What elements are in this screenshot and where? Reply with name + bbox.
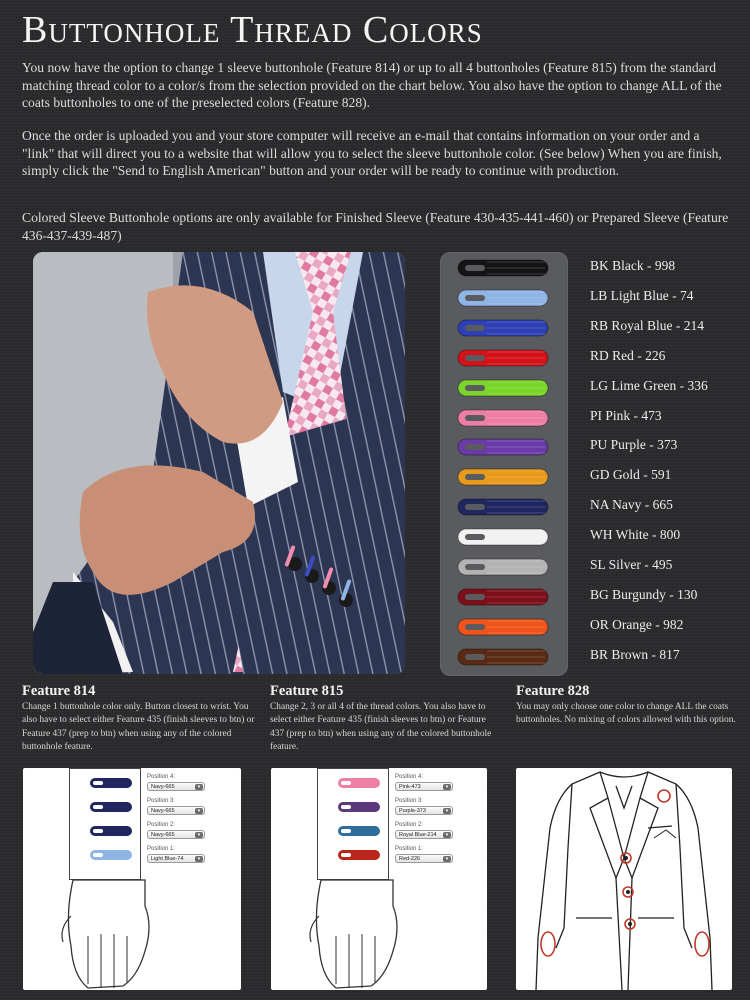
buttonhole-preview (337, 776, 381, 794)
hand-sketch (53, 876, 163, 990)
position-label: Position 4: (147, 774, 176, 780)
buttonhole-preview (337, 800, 381, 818)
thread-swatch (457, 497, 549, 517)
chevron-down-icon: ▾ (195, 832, 203, 838)
color-code-label: PU Purple - 373 (590, 437, 678, 453)
feature-814-description: Change 1 buttonhole color only. Button closest to wrist. You also have to select either Feature 435 (finish sleeves to btn) or Feature 437 (prep to btn) when using any of the colored buttonhole feature. (22, 702, 255, 753)
chevron-down-icon: ▾ (443, 832, 451, 838)
thread-swatch (457, 467, 549, 487)
feature-828-description: You may only choose one color to change ALL the coats buttonholes. No mixing of colors allowed with this option. (516, 702, 736, 726)
position-color-value: Purple-373 (399, 808, 426, 814)
chevron-down-icon: ▾ (443, 784, 451, 790)
color-code-label: NA Navy - 665 (590, 497, 673, 513)
position-color-value: Red-226 (399, 856, 421, 862)
position-color-value: Navy-665 (151, 808, 175, 814)
thread-swatch (457, 587, 549, 607)
position-color-value: Navy-665 (151, 832, 175, 838)
chevron-down-icon: ▾ (443, 808, 451, 814)
thread-swatch (457, 557, 549, 577)
feature-828-illustration (516, 768, 732, 990)
chevron-down-icon: ▾ (195, 856, 203, 862)
position-label: Position 3: (147, 798, 176, 804)
feature-815-description: Change 2, 3 or all 4 of the thread colors. You also have to select either Feature 435 (finish sleeves to btn) or Feature 437 (prep to btn) when using any of the colored buttonhole feature. (270, 702, 492, 753)
position-color-value: Light Blue-74 (151, 856, 184, 862)
position-color-select[interactable] (395, 830, 453, 839)
color-code-label: LB Light Blue - 74 (590, 287, 694, 303)
page-title: Buttonhole Thread Colors (22, 9, 483, 51)
chevron-down-icon: ▾ (195, 784, 203, 790)
color-code-label: BG Burgundy - 130 (590, 586, 698, 602)
color-code-label: PI Pink - 473 (590, 407, 662, 423)
position-label: Position 1: (147, 846, 176, 852)
thread-swatch (457, 408, 549, 428)
intro-paragraph-1: You now have the option to change 1 sleeve buttonhole (Feature 814) or up to all 4 buttonholes (Feature 815) from the standard matching thread color to a color/s from the selection provided on the chart below. You also have the option to change ALL of the coats buttonholes to one of the preselected colors (Feature 828). (22, 60, 722, 110)
thread-swatch (457, 437, 549, 457)
position-color-value: Pink-473 (399, 784, 421, 790)
suit-sleeve-photo (33, 252, 405, 674)
color-code-label: GD Gold - 591 (590, 467, 672, 483)
intro-paragraph-2: Once the order is uploaded you and your store computer will receive an e-mail that contains information on your order and a "link" that will direct you to a website that will allow you to select the sleeve buttonhole color. (See below) When you are finish, simply click the "Send to English American" button and your order will be ready to continue with production. (22, 128, 722, 178)
position-color-select[interactable] (147, 806, 205, 815)
thread-swatch (457, 258, 549, 278)
buttonhole-preview (89, 776, 133, 794)
buttonhole-preview (89, 800, 133, 818)
position-color-select[interactable] (395, 854, 453, 863)
position-color-select[interactable] (395, 782, 453, 791)
feature-814-illustration (23, 768, 241, 990)
thread-swatch (457, 527, 549, 547)
thread-swatch (457, 318, 549, 338)
position-color-select[interactable] (147, 854, 205, 863)
position-color-value: Navy-665 (151, 784, 175, 790)
chevron-down-icon: ▾ (443, 856, 451, 862)
thread-swatch (457, 348, 549, 368)
feature-814-title: Feature 814 (22, 683, 96, 699)
jacket-sketch (516, 768, 732, 990)
color-code-label: BK Black - 998 (590, 258, 676, 273)
color-code-label: RD Red - 226 (590, 347, 666, 363)
buttonhole-preview (89, 848, 133, 866)
position-color-value: Royal Blue-214 (399, 832, 437, 838)
thread-swatch-panel (440, 252, 568, 676)
feature-815-title: Feature 815 (270, 683, 344, 699)
position-color-select[interactable] (147, 782, 205, 791)
position-label: Position 1: (395, 846, 424, 852)
position-color-select[interactable] (147, 830, 205, 839)
color-code-label: SL Silver - 495 (590, 557, 673, 572)
intro-paragraph-3: Colored Sleeve Buttonhole options are only available for Finished Sleeve (Feature 430-435-441-460) or Prepared Sleeve (Feature 436-437-439-487) (22, 210, 729, 243)
color-code-label: WH White - 800 (590, 527, 681, 543)
buttonhole-preview (337, 824, 381, 842)
buttonhole-preview (89, 824, 133, 842)
thread-swatch (457, 378, 549, 398)
buttonhole-preview (337, 848, 381, 866)
position-label: Position 2: (395, 822, 424, 828)
feature-828-title: Feature 828 (516, 683, 590, 699)
position-label: Position 3: (395, 798, 424, 804)
position-label: Position 2: (147, 822, 176, 828)
color-code-label: BR Brown - 817 (590, 646, 680, 662)
color-code-label: LG Lime Green - 336 (590, 377, 708, 393)
thread-swatch (457, 647, 549, 667)
position-label: Position 4: (395, 774, 424, 780)
color-code-label: OR Orange - 982 (590, 616, 684, 632)
chevron-down-icon: ▾ (195, 808, 203, 814)
position-color-select[interactable] (395, 806, 453, 815)
feature-815-illustration (271, 768, 487, 990)
thread-swatch (457, 617, 549, 637)
hand-sketch (301, 876, 411, 990)
color-code-label: RB Royal Blue - 214 (590, 317, 704, 333)
thread-swatch (457, 288, 549, 308)
